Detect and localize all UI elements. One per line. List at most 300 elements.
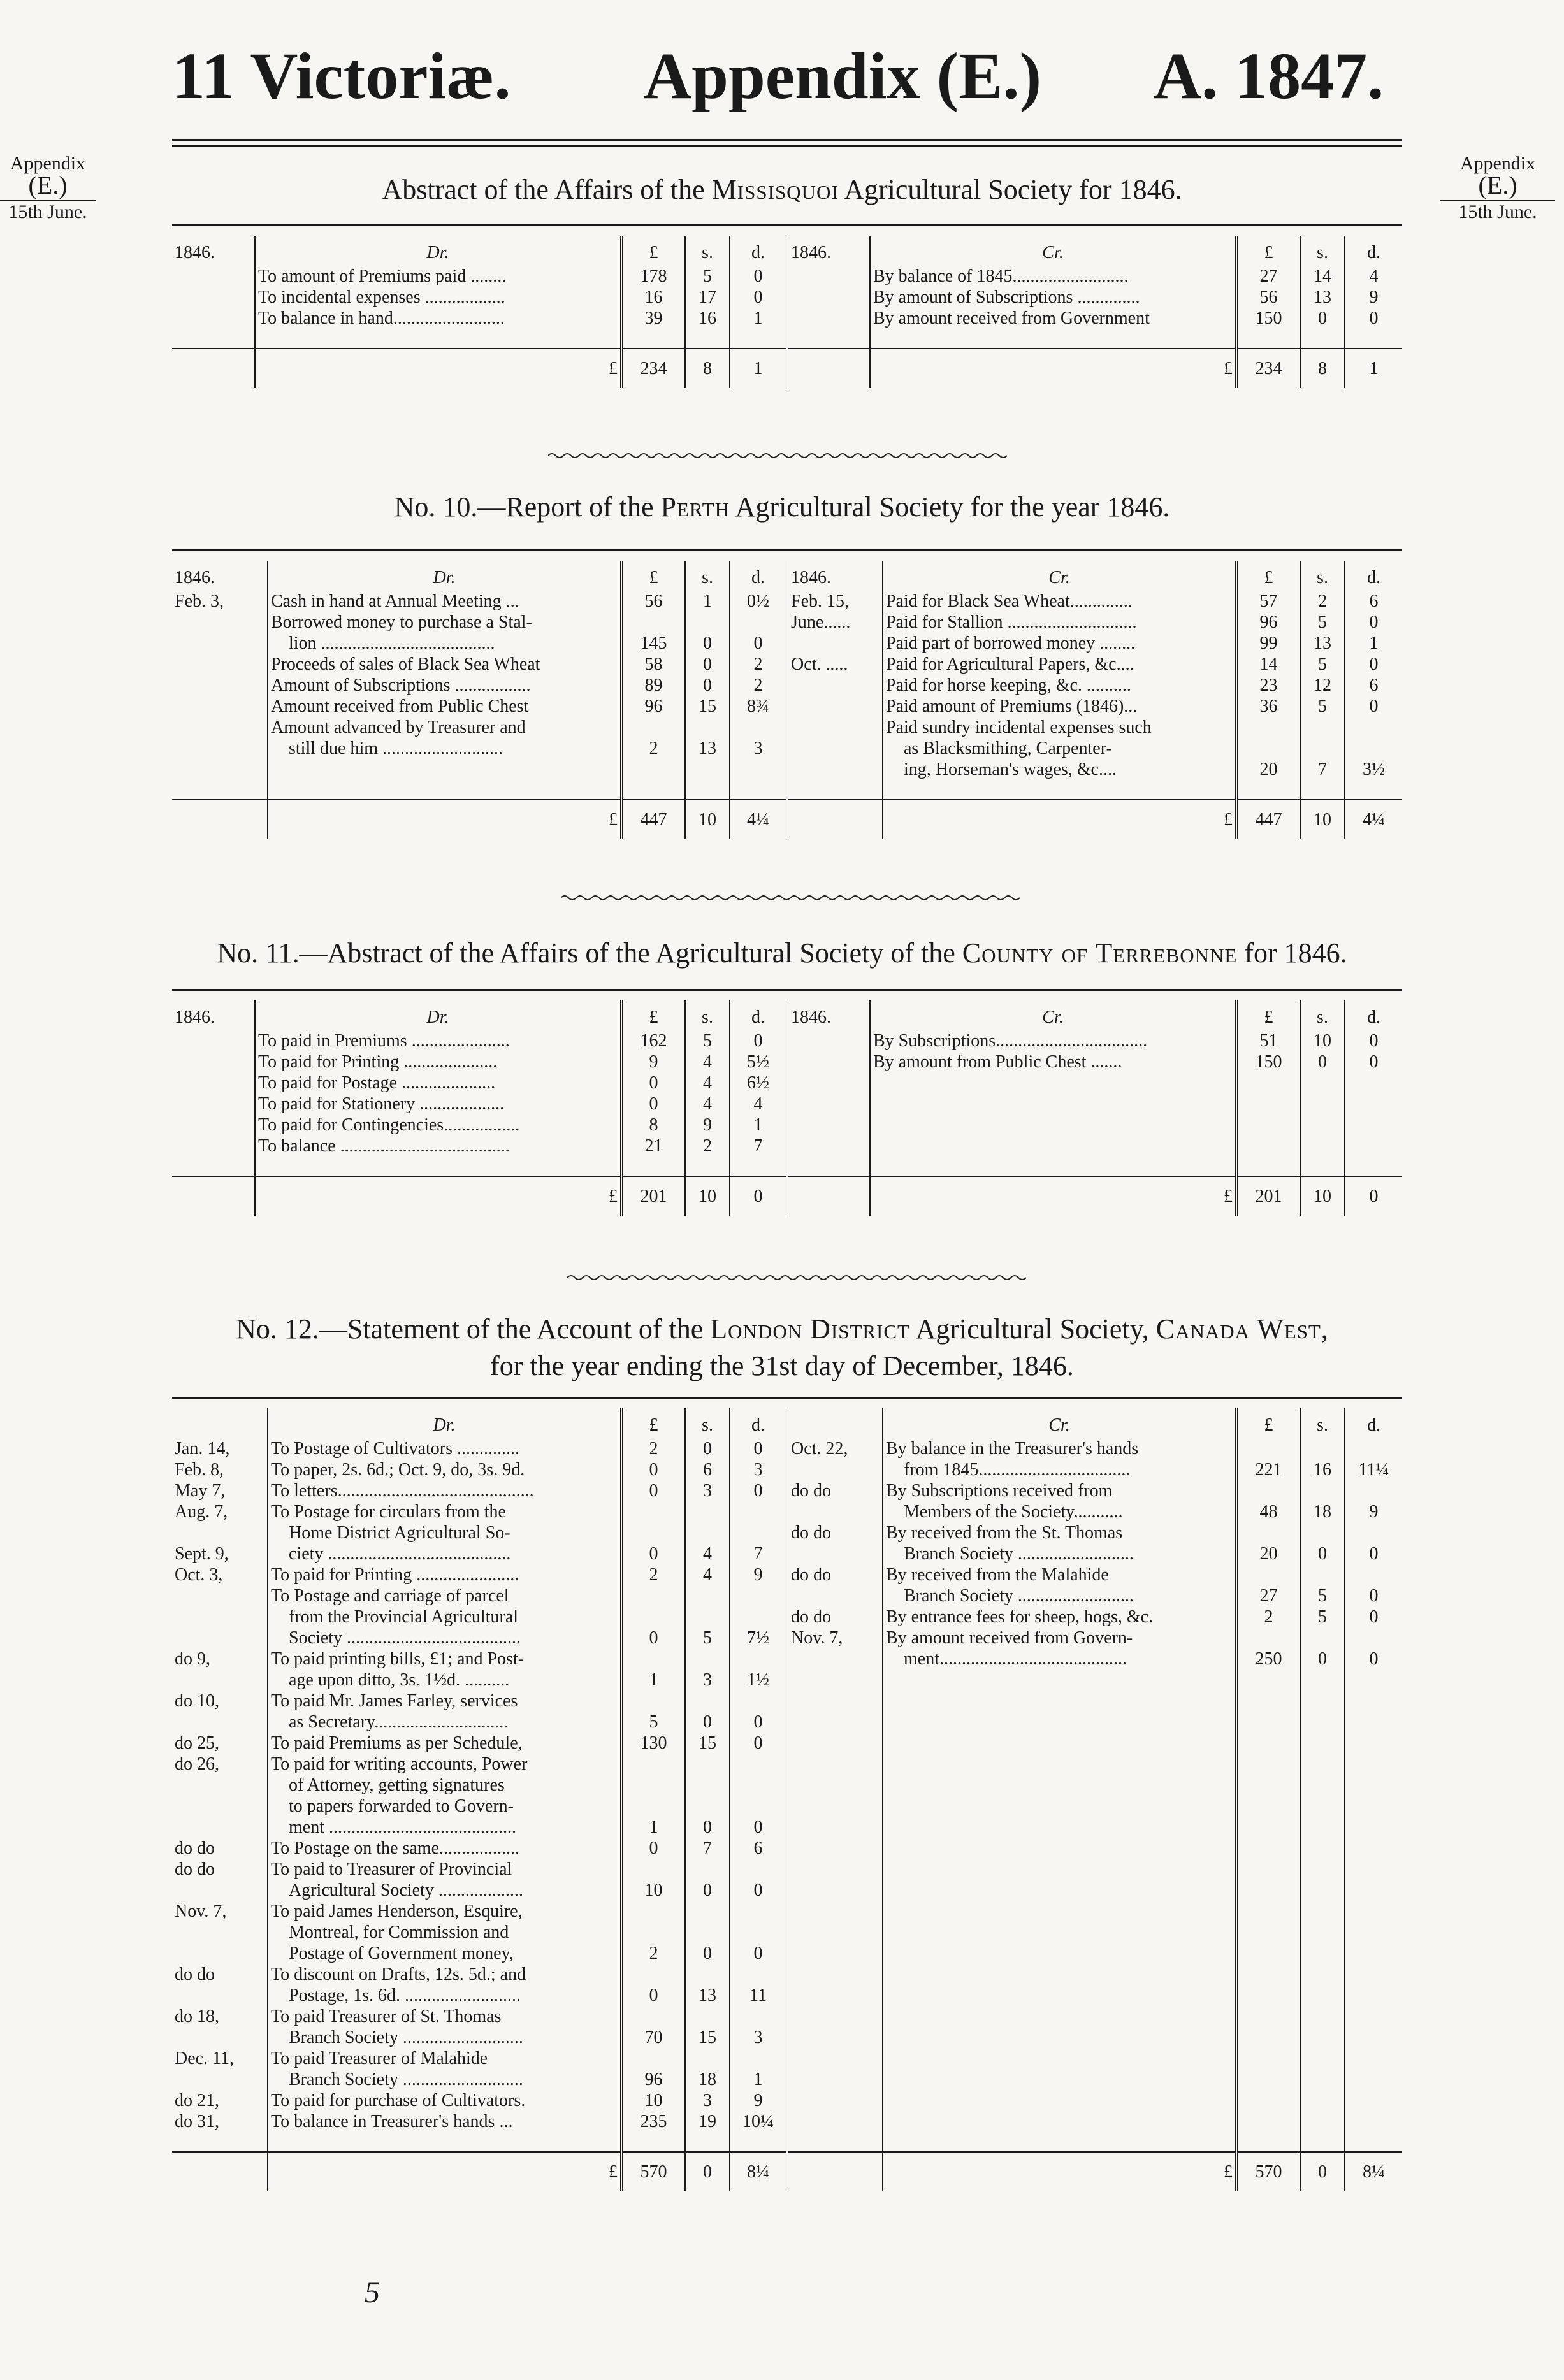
dr-shillings: 0 — [685, 1817, 730, 1838]
cr-empty-cell — [1236, 2048, 1300, 2069]
cr-empty-cell — [787, 1901, 883, 1922]
dr-date — [172, 2069, 268, 2090]
cr-empty-cell — [1236, 1691, 1300, 1712]
cr-item: Paid for Black Sea Wheat.............. — [883, 591, 1236, 612]
table-row — [172, 1754, 1402, 1775]
cr-pence — [1345, 738, 1402, 759]
header-center: Appendix (E.) — [644, 40, 1042, 113]
spacer-cell — [730, 780, 787, 800]
cr-empty-cell — [1236, 1754, 1300, 1775]
cr-empty-cell — [883, 1964, 1236, 1985]
cr-empty-cell — [1236, 1136, 1300, 1157]
table-row — [172, 1522, 1402, 1543]
cr-date — [787, 1543, 883, 1564]
table-row — [172, 1093, 1402, 1114]
cr-empty-cell — [787, 2048, 883, 2069]
cr-empty-cell — [787, 1712, 883, 1733]
dr-shilling-head: s. — [685, 236, 730, 266]
dr-pounds: 178 — [621, 266, 685, 287]
dr-pence: 9 — [730, 1564, 787, 1585]
dr-date: Feb. 8, — [175, 1460, 224, 1480]
cr-date — [787, 1051, 870, 1072]
dr-date — [172, 266, 255, 287]
cr-pence-head: d. — [1345, 236, 1402, 266]
table-row — [172, 2027, 1402, 2048]
dr-pence — [730, 612, 787, 633]
dr-pence: 0 — [730, 1880, 787, 1901]
dr-shillings — [685, 1901, 730, 1922]
table-header-row — [172, 1408, 1402, 1438]
cr-empty-cell — [883, 1796, 1236, 1817]
dr-shillings: 6 — [685, 1459, 730, 1480]
cr-empty-cell — [1300, 1072, 1345, 1093]
dr-total-blank — [172, 2152, 268, 2191]
table-row — [172, 1030, 1402, 1051]
dr-pounds: 2 — [621, 1438, 685, 1459]
dr-pence: 5½ — [730, 1051, 787, 1072]
cr-empty-cell — [787, 1985, 883, 2006]
cr-total-pounds: 570 — [1236, 2152, 1300, 2191]
cr-shillings: 10 — [1300, 1030, 1345, 1051]
table-row — [172, 1606, 1402, 1627]
spacer-cell — [621, 780, 685, 800]
cr-shillings: 5 — [1300, 612, 1345, 633]
dr-total-pence: 1 — [730, 349, 787, 388]
cr-empty-cell — [1345, 2090, 1402, 2111]
dr-pence: 1 — [730, 308, 787, 329]
dr-pounds: 56 — [621, 591, 685, 612]
spacer-cell — [1345, 329, 1402, 349]
cr-empty-cell — [787, 1775, 883, 1796]
cr-shillings: 16 — [1300, 1459, 1345, 1480]
wavy-separator-2 — [561, 893, 1020, 902]
dr-pence: 0 — [730, 633, 787, 654]
dr-shillings — [685, 1964, 730, 1985]
dr-date — [172, 633, 268, 654]
dr-pence — [730, 2048, 787, 2069]
dr-item: Postage, 1s. 6d. .......................... — [268, 1985, 621, 2006]
dr-item: Amount advanced by Treasurer and — [268, 717, 621, 738]
dr-shillings — [685, 1796, 730, 1817]
cr-empty-cell — [787, 1859, 883, 1880]
cr-empty-cell — [1345, 1775, 1402, 1796]
spacer-cell — [730, 329, 787, 349]
dr-date — [172, 1072, 255, 1093]
dr-shillings — [685, 1922, 730, 1943]
cr-shillings — [1300, 717, 1345, 738]
dr-item: To paid to Treasurer of Provincial — [268, 1859, 621, 1880]
cr-empty-cell — [883, 1859, 1236, 1880]
dr-pence: 9 — [730, 2090, 787, 2111]
cr-total-pence: 4¼ — [1345, 800, 1402, 839]
dr-pounds: 58 — [621, 654, 685, 675]
cr-empty-cell — [883, 2111, 1236, 2132]
dr-pence: 0 — [730, 1438, 787, 1459]
dr-pounds: 130 — [621, 1733, 685, 1754]
cr-empty-cell — [787, 1691, 883, 1712]
cr-pence — [1345, 717, 1402, 738]
dr-pounds: 10 — [621, 1880, 685, 1901]
cr-empty-cell — [883, 1943, 1236, 1964]
account-table — [172, 236, 1402, 388]
spacer-row — [172, 1157, 1402, 1176]
cr-date — [787, 1030, 870, 1051]
cr-empty-cell — [1345, 1093, 1402, 1114]
cr-year — [787, 1408, 883, 1438]
dr-pounds: 0 — [621, 1985, 685, 2006]
cr-label: Cr. — [870, 236, 1236, 266]
dr-shillings — [685, 612, 730, 633]
cr-date: do do — [787, 1480, 883, 1501]
cr-pence-head: d. — [1345, 1000, 1402, 1030]
dr-date — [172, 738, 268, 759]
cr-shillings: 0 — [1300, 1051, 1345, 1072]
dr-shillings: 16 — [685, 308, 730, 329]
cr-empty-cell — [1345, 1670, 1402, 1691]
table-row — [172, 1480, 1402, 1501]
cr-pence: 9 — [1345, 1501, 1402, 1522]
dr-date — [172, 696, 268, 717]
dr-total-pence: 8¼ — [730, 2152, 787, 2191]
dr-shillings: 5 — [685, 266, 730, 287]
cr-empty-cell — [1345, 1691, 1402, 1712]
table-row — [172, 1964, 1402, 1985]
cr-date — [787, 696, 883, 717]
cr-date — [787, 1585, 883, 1606]
dr-date: Nov. 7, — [175, 1901, 227, 1921]
cr-shillings: 12 — [1300, 675, 1345, 696]
dr-empty-cell — [172, 759, 268, 780]
cr-pence: 0 — [1345, 654, 1402, 675]
table-row — [172, 1838, 1402, 1859]
cr-empty-cell — [1345, 2069, 1402, 2090]
dr-date: do 26, — [175, 1754, 219, 1774]
dr-date: do do — [175, 1859, 215, 1879]
dr-pence: 0 — [730, 287, 787, 308]
dr-pence: 2 — [730, 654, 787, 675]
cr-total-pence: 0 — [1345, 1176, 1402, 1216]
dr-pence — [730, 1501, 787, 1522]
spacer-cell — [883, 2132, 1236, 2152]
cr-empty-cell — [1345, 1136, 1402, 1157]
cr-pence — [1345, 1627, 1402, 1648]
dr-pence-head: d. — [730, 561, 787, 591]
table-row — [172, 675, 1402, 696]
cr-empty-cell — [1236, 1093, 1300, 1114]
dr-pounds — [621, 1606, 685, 1627]
dr-shillings: 1 — [685, 591, 730, 612]
dr-pounds: 2 — [621, 738, 685, 759]
cr-empty-cell — [1300, 2027, 1345, 2048]
dr-item: To Postage on the same.................. — [268, 1838, 621, 1859]
dr-date — [172, 1922, 268, 1943]
table-row — [172, 1585, 1402, 1606]
dr-shillings: 15 — [685, 2027, 730, 2048]
cr-item: By amount received from Government — [870, 308, 1236, 329]
cr-pound-head: £ — [1236, 561, 1300, 591]
cr-shilling-head: s. — [1300, 236, 1345, 266]
dr-pence: 7½ — [730, 1627, 787, 1648]
cr-date — [787, 759, 883, 780]
dr-shillings — [685, 2048, 730, 2069]
dr-pounds: 0 — [621, 1838, 685, 1859]
cr-shillings — [1300, 1480, 1345, 1501]
dr-pence-head: d. — [730, 1408, 787, 1438]
cr-empty-cell — [1345, 2027, 1402, 2048]
dr-shillings: 3 — [685, 1480, 730, 1501]
spacer-cell — [255, 1157, 621, 1176]
cr-pounds: 20 — [1236, 759, 1300, 780]
dr-item: To paid James Henderson, Esquire, — [268, 1901, 621, 1922]
cr-empty-cell — [1236, 1796, 1300, 1817]
cr-empty-cell — [1300, 1838, 1345, 1859]
table-row — [172, 738, 1402, 759]
cr-empty-cell — [787, 1114, 870, 1136]
spacer-cell — [1300, 780, 1345, 800]
table-header-row — [172, 236, 1402, 266]
cr-empty-cell — [787, 1093, 870, 1114]
dr-item: To paid for Stationery ................... — [255, 1093, 621, 1114]
cr-shillings: 13 — [1300, 633, 1345, 654]
dr-pence — [730, 1754, 787, 1775]
cr-pounds: 23 — [1236, 675, 1300, 696]
dr-item: To letters............................................ — [268, 1480, 621, 1501]
dr-item: To paid for Printing ....................... — [268, 1564, 621, 1585]
spacer-cell — [883, 780, 1236, 800]
cr-pounds: 27 — [1236, 266, 1300, 287]
header-right: A. 1847. — [1154, 40, 1384, 113]
table-row — [172, 1733, 1402, 1754]
dr-pence: 0½ — [730, 591, 787, 612]
cr-empty-cell — [1300, 1985, 1345, 2006]
cr-empty-cell — [883, 1985, 1236, 2006]
dr-pence: 1½ — [730, 1670, 787, 1691]
dr-pence: 2 — [730, 675, 787, 696]
dr-shillings: 4 — [685, 1051, 730, 1072]
dr-item: To paid Treasurer of Malahide — [268, 2048, 621, 2069]
cr-empty-cell — [1345, 1796, 1402, 1817]
cr-empty-cell — [883, 1691, 1236, 1712]
cr-empty-cell — [1236, 1775, 1300, 1796]
dr-total-blank — [172, 1176, 255, 1216]
margin-left-top: Appendix — [10, 153, 86, 174]
cr-empty-cell — [1345, 1817, 1402, 1838]
dr-item: of Attorney, getting signatures — [268, 1775, 621, 1796]
cr-pounds: 150 — [1236, 1051, 1300, 1072]
cr-empty-cell — [1236, 1859, 1300, 1880]
cr-empty-cell — [1236, 1985, 1300, 2006]
cr-item: Paid amount of Premiums (1846)... — [883, 696, 1236, 717]
cr-pence — [1345, 1564, 1402, 1585]
cr-pounds: 250 — [1236, 1648, 1300, 1670]
table-row — [172, 1501, 1402, 1522]
dr-pounds — [621, 2006, 685, 2027]
cr-pounds — [1236, 717, 1300, 738]
dr-item: To paper, 2s. 6d.; Oct. 9, do, 3s. 9d. — [268, 1459, 621, 1480]
table-row — [172, 1072, 1402, 1093]
dr-label: Dr. — [268, 561, 621, 591]
table-row — [172, 1459, 1402, 1480]
cr-empty-cell — [1300, 1922, 1345, 1943]
total-row — [172, 1176, 1402, 1216]
dr-total-pounds: 201 — [621, 1176, 685, 1216]
dr-item: To Postage for circulars from the — [268, 1501, 621, 1522]
cr-empty-cell — [787, 1838, 883, 1859]
dr-item: To paid for Contingencies................. — [255, 1114, 621, 1136]
table-row — [172, 1114, 1402, 1136]
dr-pounds: 8 — [621, 1114, 685, 1136]
cr-pence-head: d. — [1345, 1408, 1402, 1438]
dr-pounds: 2 — [621, 1943, 685, 1964]
cr-total-pound-sign: £ — [870, 1176, 1236, 1216]
cr-empty-cell — [1300, 2048, 1345, 2069]
dr-total-pence: 0 — [730, 1176, 787, 1216]
cr-empty-cell — [787, 1817, 883, 1838]
dr-shillings — [685, 1522, 730, 1543]
cr-empty-cell — [1236, 1670, 1300, 1691]
cr-item: By Subscriptions.................................. — [870, 1030, 1236, 1051]
cr-empty-cell — [1300, 1859, 1345, 1880]
cr-item: Paid for Stallion ............................. — [883, 612, 1236, 633]
spacer-cell — [1236, 2132, 1300, 2152]
cr-empty-cell — [1236, 1817, 1300, 1838]
cr-date: do do — [787, 1606, 883, 1627]
cr-empty-cell — [787, 1880, 883, 1901]
header-rule — [172, 139, 1402, 141]
cr-pounds: 51 — [1236, 1030, 1300, 1051]
dr-shillings: 9 — [685, 1114, 730, 1136]
dr-pounds — [621, 2048, 685, 2069]
dr-pence: 0 — [730, 1943, 787, 1964]
dr-shillings: 15 — [685, 696, 730, 717]
cr-shillings: 5 — [1300, 1606, 1345, 1627]
cr-empty-cell — [787, 2069, 883, 2090]
cr-empty-cell — [1345, 1880, 1402, 1901]
cr-shillings: 14 — [1300, 266, 1345, 287]
cr-shillings: 13 — [1300, 287, 1345, 308]
dr-date: Oct. 3, — [175, 1565, 223, 1585]
cr-empty-cell — [1236, 1838, 1300, 1859]
spacer-cell — [255, 329, 621, 349]
dr-date — [172, 1627, 268, 1648]
dr-total-pounds: 447 — [621, 800, 685, 839]
dr-pence: 3 — [730, 2027, 787, 2048]
dr-pounds — [621, 717, 685, 738]
dr-date: Sept. 9, — [175, 1544, 229, 1564]
cr-empty-cell — [883, 1670, 1236, 1691]
spacer-cell — [787, 780, 883, 800]
dr-item: Postage of Government money, — [268, 1943, 621, 1964]
dr-item: as Secretary.............................. — [268, 1712, 621, 1733]
cr-empty-cell — [1236, 1114, 1300, 1136]
cr-pound-head: £ — [1236, 1000, 1300, 1030]
wavy-separator-1 — [548, 451, 1007, 460]
dr-shillings: 0 — [685, 633, 730, 654]
spacer-cell — [870, 329, 1236, 349]
cr-empty-cell — [1345, 1712, 1402, 1733]
dr-pence-head: d. — [730, 1000, 787, 1030]
dr-shilling-head: s. — [685, 561, 730, 591]
dr-item: To paid for Postage ..................... — [255, 1072, 621, 1093]
cr-shilling-head: s. — [1300, 561, 1345, 591]
spacer-cell — [787, 2132, 883, 2152]
cr-empty-cell — [1345, 1838, 1402, 1859]
dr-total-blank — [172, 800, 268, 839]
dr-pence — [730, 1691, 787, 1712]
cr-shilling-head: s. — [1300, 1408, 1345, 1438]
cr-pence: 6 — [1345, 675, 1402, 696]
cr-empty-cell — [1300, 1943, 1345, 1964]
cr-pence — [1345, 1480, 1402, 1501]
cr-shillings — [1300, 738, 1345, 759]
spacer-row — [172, 780, 1402, 800]
margin-right-mid: (E.) — [1478, 171, 1517, 199]
spacer-cell — [730, 1157, 787, 1176]
table-row — [172, 1901, 1402, 1922]
table-row — [172, 1691, 1402, 1712]
dr-pence: 0 — [730, 1480, 787, 1501]
dr-pounds — [621, 1775, 685, 1796]
dr-item: age upon ditto, 3s. 1½d. .......... — [268, 1670, 621, 1691]
cr-date — [787, 1501, 883, 1522]
dr-date — [172, 1030, 255, 1051]
cr-item: By balance of 1845.......................... — [870, 266, 1236, 287]
table-row — [172, 1136, 1402, 1157]
dr-shillings — [685, 1859, 730, 1880]
spacer-cell — [787, 1157, 870, 1176]
cr-pounds: 57 — [1236, 591, 1300, 612]
table-row — [172, 759, 1402, 780]
dr-shillings: 0 — [685, 1943, 730, 1964]
dr-date: May 7, — [175, 1481, 226, 1501]
cr-pounds: 20 — [1236, 1543, 1300, 1564]
cr-empty-cell — [883, 1712, 1236, 1733]
cr-pence: 0 — [1345, 308, 1402, 329]
cr-empty-cell — [1236, 1901, 1300, 1922]
dr-item: To paid Treasurer of St. Thomas — [268, 2006, 621, 2027]
dr-date — [172, 308, 255, 329]
cr-empty-cell — [1345, 1114, 1402, 1136]
dr-item: Agricultural Society ................... — [268, 1880, 621, 1901]
dr-date: Aug. 7, — [175, 1502, 228, 1522]
dr-shillings: 15 — [685, 1733, 730, 1754]
dr-item: To paid for writing accounts, Power — [268, 1754, 621, 1775]
cr-item: from 1845.................................. — [883, 1459, 1236, 1480]
cr-pence: 11¼ — [1345, 1459, 1402, 1480]
cr-shilling-head: s. — [1300, 1000, 1345, 1030]
cr-empty-cell — [1236, 1922, 1300, 1943]
dr-pounds: 162 — [621, 1030, 685, 1051]
cr-empty-cell — [787, 1136, 870, 1157]
dr-pence: 10¼ — [730, 2111, 787, 2132]
cr-empty-cell — [883, 1733, 1236, 1754]
dr-date — [172, 1114, 255, 1136]
cr-empty-cell — [1236, 1072, 1300, 1093]
cr-item: Paid sundry incidental expenses such — [883, 717, 1236, 738]
spacer-cell — [1236, 329, 1300, 349]
table-row — [172, 1796, 1402, 1817]
section-top-rule — [172, 989, 1402, 991]
table-row — [172, 2069, 1402, 2090]
cr-empty-cell — [883, 2069, 1236, 2090]
cr-empty-cell — [1345, 1733, 1402, 1754]
dr-shillings — [685, 1585, 730, 1606]
dr-total-pence: 4¼ — [730, 800, 787, 839]
dr-pounds: 235 — [621, 2111, 685, 2132]
cr-total-blank — [787, 1176, 870, 1216]
account-table — [172, 1408, 1402, 2191]
dr-pence: 6½ — [730, 1072, 787, 1093]
